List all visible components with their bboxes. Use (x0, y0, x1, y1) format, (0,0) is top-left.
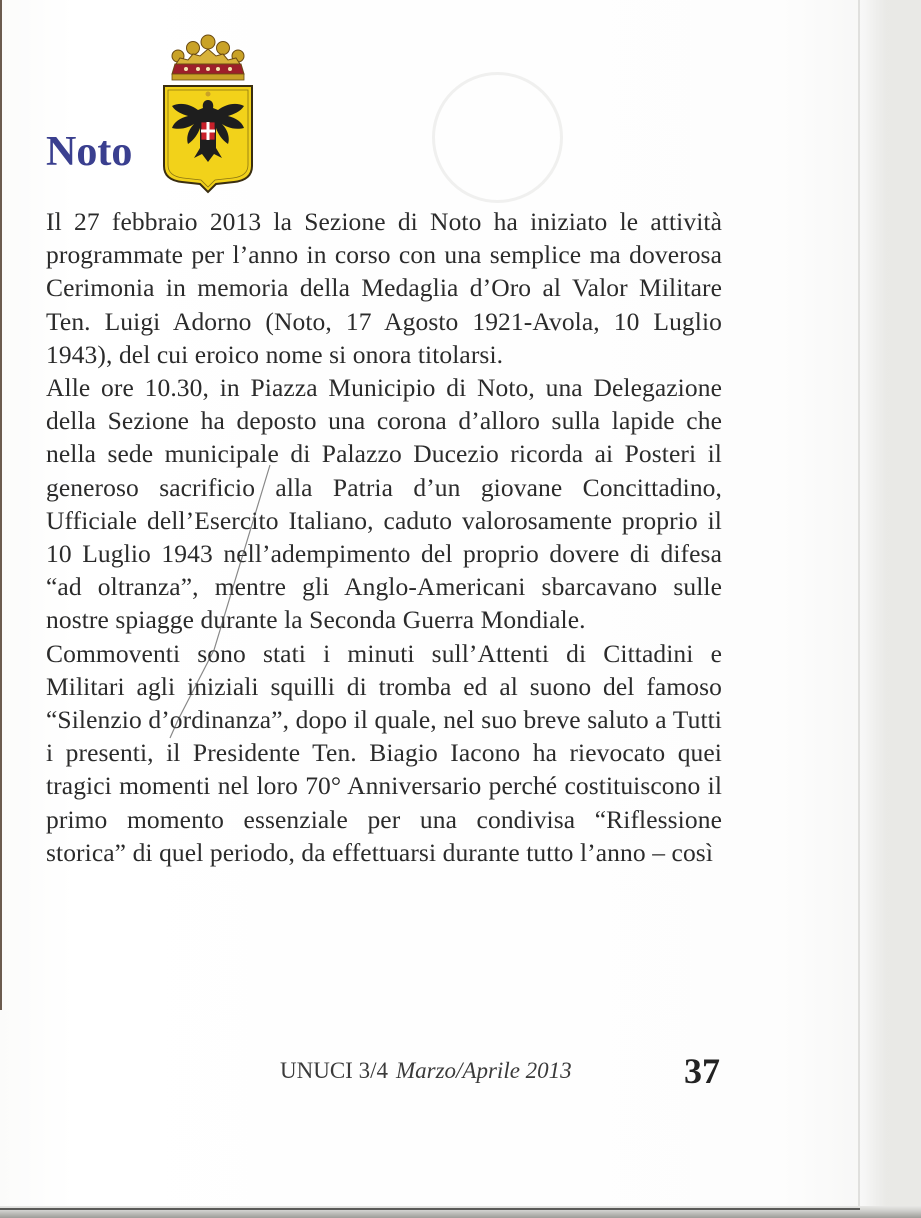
article-paragraph: Il 27 febbraio 2013 la Sezione di Noto ha iniziato le attività programmate per l’anno in corso con una semplice ma doverosa Cerimonia in memoria della Medaglia d’Oro al Valor Militare Ten. Luigi Adorno (Noto, 17 Agosto 1921-Avola, 10 Luglio 1943), del cui eroico nome si onora titolarsi. (46, 207, 722, 369)
article-paragraph: Commoventi sono stati i minuti sull’Attenti di Cittadini e Militari agli iniziali squilli di tromba ed al suono del famoso “Silenzio d’ordinanza”, dopo il quale, nel suo breve saluto a Tutti i presenti, il Presidente Ten. Biagio Iacono ha rievocato quei tragici momenti nel loro 70° Anniversario perché costituiscono il primo momento essenziale per una condivisa “Riflessione storica” di quel periodo, da effettuarsi durante tutto l’anno – così (46, 638, 722, 867)
page-bottom-line (0, 1208, 860, 1210)
issue-date: Marzo/Aprile 2013 (395, 1058, 572, 1083)
page-fold-line (858, 0, 860, 1218)
crown-icon (172, 35, 244, 80)
page-right-margin (863, 0, 921, 1218)
article-title: Noto (46, 129, 133, 175)
article-paragraph: Alle ore 10.30, in Piazza Municipio di Noto, una Delegazione della Sezione ha deposto una corona d’alloro sulla lapide che nella sede municipale di Palazzo Ducezio ricorda ai Posteri il generoso sacrificio alla Patria d’un giovane Concittadino, Ufficiale dell’Esercito Italiano, caduto valorosamente proprio il 10 Luglio 1943 nell’adempimento del proprio dovere di difesa “ad oltranza”, mentre gli Anglo-Americani sbarcavano sulle nostre spiagge durante la Seconda Guerra Mondiale. (46, 373, 722, 635)
page-footer (280, 1056, 572, 1086)
noto-coat-of-arms-icon (158, 30, 258, 196)
page-left-edge (0, 0, 2, 1010)
journal-issue: UNUCI 3/4 (280, 1058, 388, 1083)
bleed-through-seal (432, 72, 563, 203)
article-body (46, 205, 722, 869)
page-number: 37 (684, 1051, 720, 1091)
